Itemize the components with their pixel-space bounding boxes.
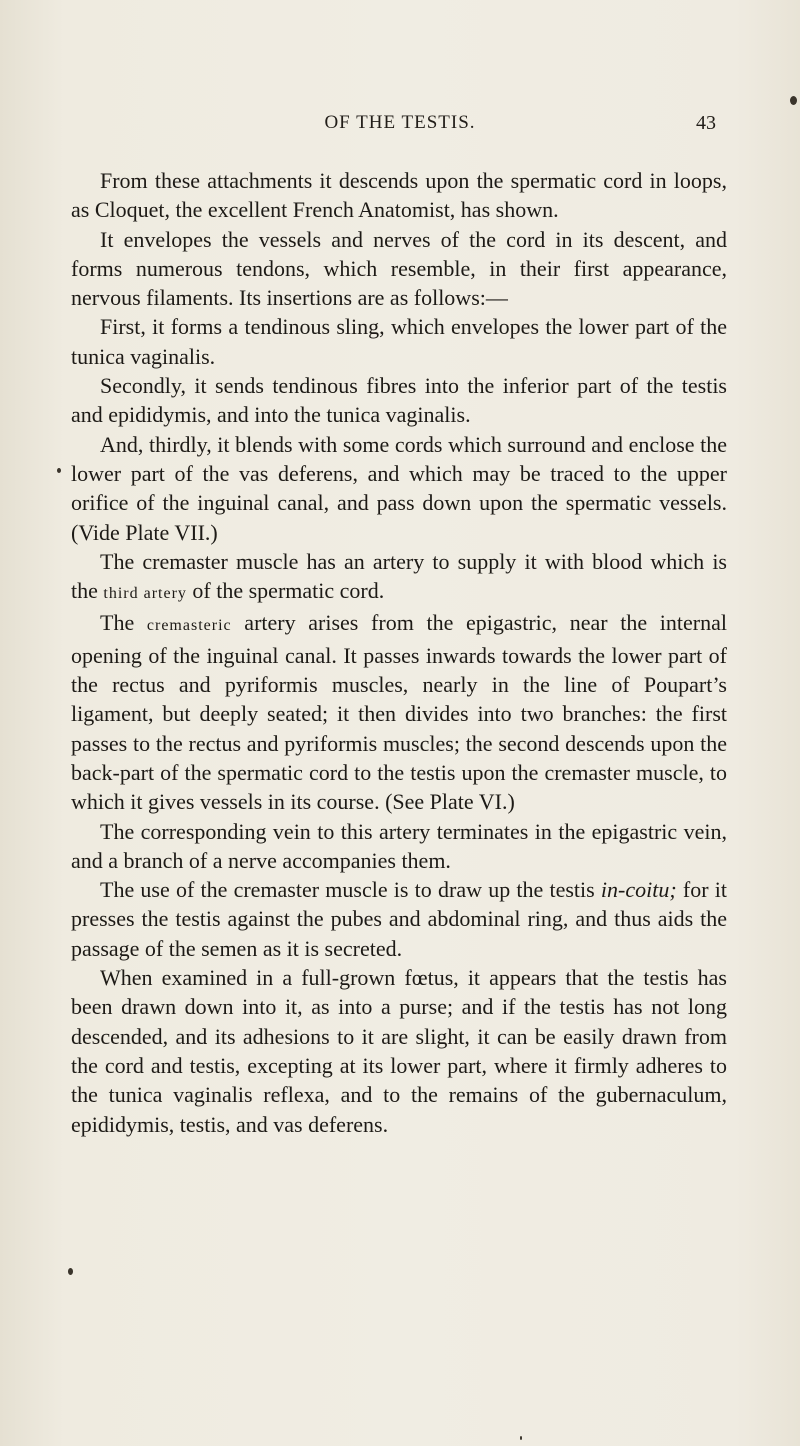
paragraph-text: for it presses the testis against the pubes and abdominal ring, and thus aids the passage of the semen as it is secreted. [71,877,727,961]
paragraph-foetus: When examined in a full-grown fœtus, it appears that the testis has been drawn down into it, as into a purse; and if the testis has not long descended, and its adhesions to it are slight, it can be easily drawn from the cord and testis, excepting at its lower part, where it firmly adheres to the tunica vaginalis reflexa, and to the remains of the gubernaculum, epididymis, testis, and vas deferens. [71,965,727,1137]
italic-term: in-coitu; [600,877,677,903]
paragraph-text: artery arises from the epigastric, near the internal opening of the inguinal canal. It passes inwards towards the lower part of the rectus and pyriformis muscles, nearly in the line of Poupart’s ligament, but deeply seated; it then divides into two branches: the first passes to the rectus and pyriformis muscles; the second descends upon the back-part of the spermatic cord to the testis upon the cremaster muscle, to which it gives vessels in its course. (See Plate VI.) [71,610,727,815]
paragraph-first: First, it forms a tendinous sling, which envelopes the lower part of the tunica vaginalis. [71,314,727,369]
ink-speck [57,468,61,473]
paragraph-cremaster-artery [71,547,727,609]
ink-speck [520,1436,522,1440]
body-text [71,166,727,1139]
paragraph-text: of the spermatic cord. [186,578,385,604]
smallcaps-term: cremasteric [146,617,232,635]
paragraph-envelopes: It envelopes the vessels and nerves of the cord in its descent, and forms numerous tendons, which resemble, in their first appearance, nervous filaments. Its insertions are as follows:— [71,226,727,311]
ink-speck [790,96,797,105]
page-header [0,112,800,142]
paragraph-cremasteric [71,608,727,816]
paragraph-use [71,875,727,963]
paragraph-secondly: Secondly, it sends tendinous fibres into the inferior part of the testis and epididymis, and into the tunica vaginalis. [71,373,727,428]
paragraph-attachments: From these attachments it descends upon the spermatic cord in loops, as Cloquet, the excellent French Anatomist, has shown. [71,168,727,223]
paragraph-vein: The corresponding vein to this artery terminates in the epigastric vein, and a branch of a nerve accompanies them. [71,818,727,873]
paragraph-thirdly: And, thirdly, it blends with some cords which surround and enclose the lower part of the vas deferens, and which may be traced to the upper orifice of the inguinal canal, and pass down upon the spermatic vessels. (Vide Plate VII.) [71,431,727,545]
paragraph-text: The use of the cremaster muscle is to draw up the testis [100,877,601,903]
paragraph-text: The [100,610,147,636]
running-head: OF THE TESTIS. [324,112,476,133]
smallcaps-term: third artery [103,585,187,603]
page-number: 43 [696,112,716,134]
paragraph-text: The cremaster muscle has an artery to supply it with blood which is the [71,548,727,604]
ink-speck [68,1268,73,1275]
